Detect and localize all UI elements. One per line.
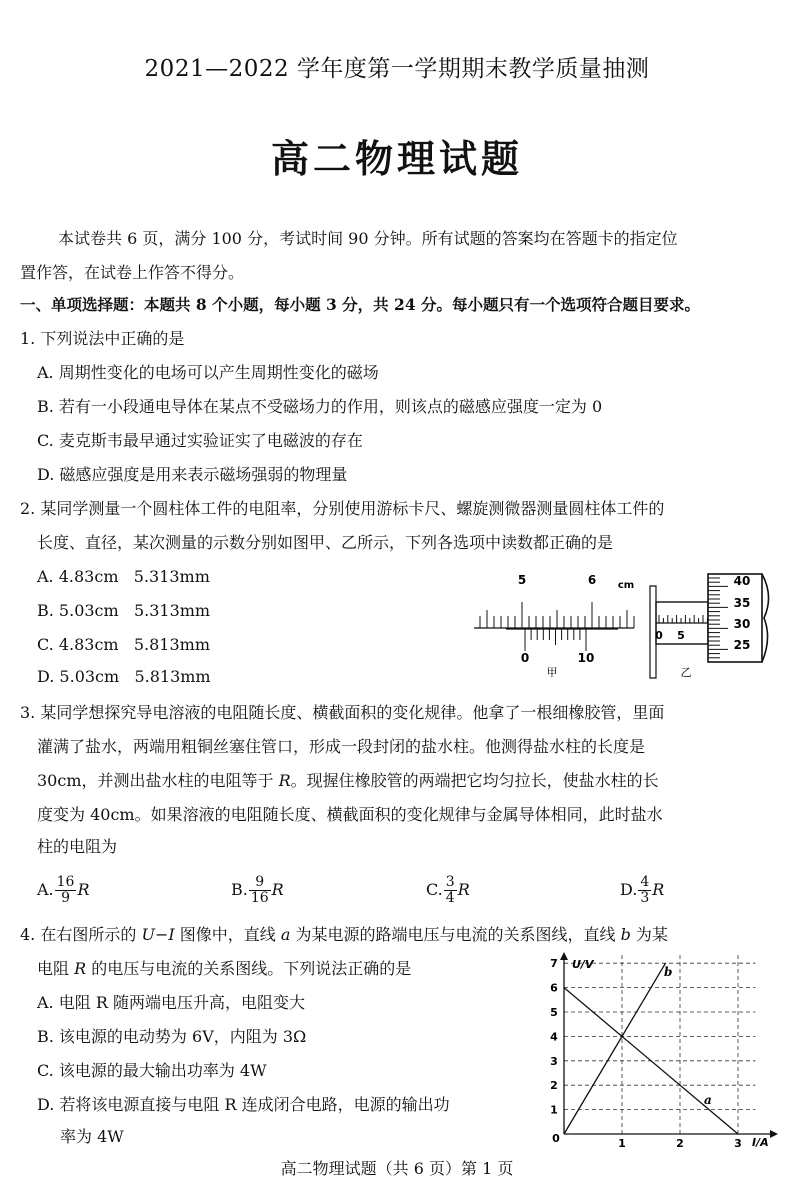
graph-y-tick-label: 7 xyxy=(550,957,558,971)
graph-y-tick-label: 3 xyxy=(550,1054,558,1068)
q3-option-a-fraction xyxy=(55,875,77,906)
q4-line-1-start: 4. 在右图所示的 xyxy=(20,925,142,944)
micrometer-sleeve-label-0: 0 xyxy=(655,629,663,642)
micrometer-thimble-label-25: 25 xyxy=(733,638,751,652)
graph-x-tick-label: 1 xyxy=(618,1137,626,1148)
q3-option-a-label: A. xyxy=(37,880,54,899)
q3-option-c-denominator: 4 xyxy=(445,890,455,906)
caliper-main-scale xyxy=(480,602,634,628)
graph-x-ticks xyxy=(618,1137,742,1148)
graph-x-tick-label: 2 xyxy=(676,1137,684,1148)
q2-stem-line-1: 2. 某同学测量一个圆柱体工件的电阻率，分别使用游标卡尺、螺旋测微器测量圆柱体工件的 xyxy=(20,499,665,518)
q3-option-a-variable: R xyxy=(77,880,90,899)
section-heading: 一、单项选择题：本题共 8 个小题，每小题 3 分，共 24 分。每小题只有一个选项符合题目要求。 xyxy=(20,295,701,314)
q4-i-symbol: I xyxy=(168,925,175,944)
q1-option-a: A. 周期性变化的电场可以产生周期性变化的磁场 xyxy=(37,363,379,382)
q3-stem-line-3 xyxy=(37,770,659,792)
q3-option-b-label: B. xyxy=(231,880,248,899)
intro-line-2: 置作答，在试卷上作答不得分。 xyxy=(20,263,245,282)
q3-option-b-numerator: 9 xyxy=(249,875,271,891)
micrometer-thimble-edge xyxy=(762,574,769,662)
q4-line-1-mid: 图像中，直线 xyxy=(174,925,281,944)
q2-option-a: A. 4.83cm 5.313mm xyxy=(37,567,210,586)
q3-option-a-denominator: 9 xyxy=(61,890,71,906)
graph-line-b xyxy=(564,963,666,1134)
graph-y-axis-arrow xyxy=(560,952,568,960)
graph-line-a-label: a xyxy=(704,1093,712,1107)
q4-line-1-end: 为某 xyxy=(630,925,668,944)
q4-stem-line-1 xyxy=(20,924,668,946)
graph-y-tick-label: 6 xyxy=(550,981,558,995)
q4-option-c: C. 该电源的最大输出功率为 4W xyxy=(37,1061,267,1080)
q3-option-c-label: C. xyxy=(426,880,443,899)
q3-line-3-start: 30cm，并测出盐水柱的电阻等于 xyxy=(37,771,279,790)
caliper-vernier-label-0: 0 xyxy=(520,651,530,665)
q1-option-d: D. 磁感应强度是用来表示磁场强弱的物理量 xyxy=(37,465,348,484)
exam-header: 2021—2022 学年度第一学期期末教学质量抽测 xyxy=(144,56,650,82)
page-title: 高二物理试题 xyxy=(270,136,523,181)
graph-x-axis-arrow xyxy=(770,1130,778,1138)
q4-line-1-mid-2: 为某电源的路端电压与电流的关系图线，直线 xyxy=(290,925,621,944)
graph-y-axis-label: U/V xyxy=(572,958,594,971)
caliper-figure-label: 甲 xyxy=(546,666,558,679)
q4-option-d-line-2: 率为 4W xyxy=(60,1127,124,1146)
graph-line-b-label: b xyxy=(664,965,673,979)
caliper-vernier-scale xyxy=(525,629,586,651)
q4-option-b: B. 该电源的电动势为 6V，内阻为 3Ω xyxy=(37,1027,307,1046)
q4-line-a-symbol: a xyxy=(280,925,291,944)
micrometer-sleeve-ticks xyxy=(659,615,707,623)
q4-u-symbol: U xyxy=(141,925,155,944)
vernier-caliper-figure xyxy=(466,568,644,680)
caliper-unit-label: cm xyxy=(617,580,635,591)
q3-stem-line-5: 柱的电阻为 xyxy=(37,837,118,856)
q3-option-d-denominator: 3 xyxy=(640,890,650,906)
q3-option-c-numerator: 3 xyxy=(445,874,455,890)
q3-option-c xyxy=(426,875,470,906)
graph-y-tick-label: 2 xyxy=(550,1079,558,1093)
q2-option-d: D. 5.03cm 5.813mm xyxy=(37,667,211,686)
q1-option-c: C. 麦克斯韦最早通过实验证实了电磁波的存在 xyxy=(37,431,363,450)
q3-line-3-end: 。现握住橡胶管的两端把它均匀拉长，使盐水柱的长 xyxy=(290,771,659,790)
q4-resistance-symbol: R xyxy=(74,959,87,978)
micrometer-thimble-label-30: 30 xyxy=(733,617,751,631)
q3-resistance-symbol: R xyxy=(278,771,291,790)
q3-option-d-numerator: 4 xyxy=(640,874,650,890)
q3-option-a xyxy=(37,875,90,906)
q2-option-b: B. 5.03cm 5.313mm xyxy=(37,601,211,620)
graph-origin-label: 0 xyxy=(552,1132,560,1145)
q2-stem-line-2: 长度、直径，某次测量的示数分别如图甲、乙所示，下列各选项中读数都正确的是 xyxy=(37,533,614,552)
caliper-main-label-6: 6 xyxy=(587,573,597,587)
graph-y-tick-label: 1 xyxy=(550,1103,558,1117)
q4-stem-line-2 xyxy=(37,958,411,980)
micrometer-sleeve-label-5: 5 xyxy=(677,629,685,642)
micrometer-figure-label: 乙 xyxy=(680,666,692,679)
q1-stem: 1. 下列说法中正确的是 xyxy=(20,329,185,348)
micrometer-thimble-label-40: 40 xyxy=(733,574,751,588)
q4-option-d-line-1: D. 若将该电源直接与电阻 R 连成闭合电路，电源的输出功 xyxy=(37,1095,450,1114)
q4-option-a: A. 电阻 R 随两端电压升高，电阻变大 xyxy=(37,993,305,1012)
micrometer-thimble-label-35: 35 xyxy=(733,596,751,610)
q4-line-b-symbol: b xyxy=(620,925,631,944)
q1-option-b: B. 若有一小段通电导体在某点不受磁场力的作用，则该点的磁感应强度一定为 0 xyxy=(37,397,603,416)
q3-option-d-variable: R xyxy=(652,880,665,899)
q3-option-c-fraction xyxy=(444,875,457,906)
graph-x-axis-label: I/A xyxy=(752,1136,769,1148)
q3-option-c-variable: R xyxy=(457,880,470,899)
graph-y-tick-label: 5 xyxy=(550,1006,558,1019)
caliper-main-label-5: 5 xyxy=(517,573,527,587)
graph-y-tick-label: 4 xyxy=(550,1030,558,1044)
q4-line-2-end: 的电压与电流的关系图线。下列说法正确的是 xyxy=(86,959,412,978)
intro-line-1: 本试卷共 6 页，满分 100 分，考试时间 90 分钟。所有试题的答案均在答题卡的指定位 xyxy=(58,229,678,248)
graph-x-tick-label: 3 xyxy=(734,1137,742,1148)
q3-option-d-label: D. xyxy=(620,880,638,899)
q3-option-d-fraction xyxy=(638,875,651,906)
q3-stem-line-2: 灌满了盐水，两端用粗铜丝塞住管口，形成一段封闭的盐水柱。他测得盐水柱的长度是 xyxy=(37,737,646,756)
q4-line-2-start: 电阻 xyxy=(37,959,75,978)
q3-option-b-variable: R xyxy=(271,880,284,899)
graph-grid xyxy=(564,953,755,1134)
graph-y-ticks xyxy=(550,957,558,1116)
q2-option-c: C. 4.83cm 5.813mm xyxy=(37,635,211,654)
q3-option-d xyxy=(620,875,664,906)
q3-option-b-fraction xyxy=(249,875,271,906)
q3-stem-line-1: 3. 某同学想探究导电溶液的电阻随长度、横截面积的变化规律。他拿了一根细橡胶管，里面 xyxy=(20,703,665,722)
page-footer: 高二物理试题（共 6 页）第 1 页 xyxy=(280,1159,514,1178)
q3-option-b-denominator: 16 xyxy=(250,890,269,906)
u-i-graph xyxy=(544,948,780,1148)
q3-option-a-numerator: 16 xyxy=(56,874,75,890)
q3-option-b xyxy=(231,875,284,906)
q3-stem-line-4: 度变为 40cm。如果溶液的电阻随长度、横截面积的变化规律与金属导体相同，此时盐水 xyxy=(37,805,663,824)
micrometer-figure xyxy=(648,566,776,682)
q4-minus: − xyxy=(154,925,169,944)
caliper-vernier-label-10: 10 xyxy=(577,651,595,665)
